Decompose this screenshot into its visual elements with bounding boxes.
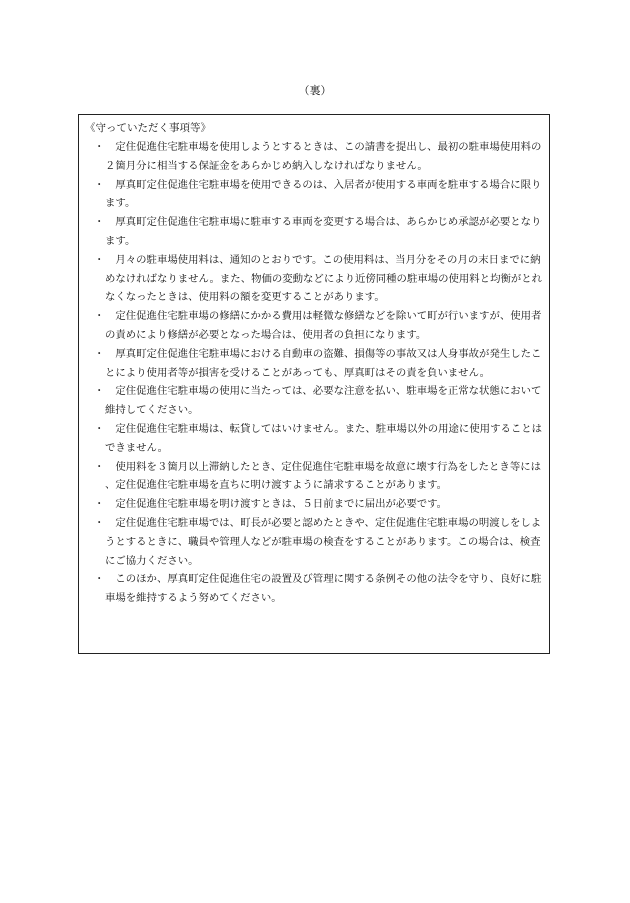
bullet-mark: ・ [94, 310, 105, 323]
bullet-mark: ・ [94, 216, 105, 229]
rule-text: このほか、厚真町定住促進住宅の設置及び管理に関する条例その他の法令を守り、良好に駐車場を維持するよう努めてください。 [105, 573, 542, 605]
notice-box [78, 114, 550, 654]
rule-item [87, 138, 543, 176]
rule-item [87, 495, 543, 514]
bullet-mark: ・ [94, 516, 105, 529]
rule-text: 定住促進住宅駐車場は、転貸してはいけません。また、駐車場以外の用途に使用することはできません。 [105, 422, 543, 454]
rule-item [87, 213, 543, 251]
rule-text: 厚真町定住促進住宅駐車場を使用できるのは、入居者が使用する車両を駐車する場合に限ります。 [105, 178, 542, 210]
bullet-mark: ・ [94, 178, 105, 191]
rule-text: 月々の駐車場使用料は、通知のとおりです。この使用料は、当月分をその月の末日までに納めなければなりません。また、物価の変動などにより近傍同種の駐車場の使用料と均衡がとれなくなったときは、使用料の額を変更することがあります。 [105, 253, 543, 304]
bullet-mark: ・ [94, 141, 105, 153]
rule-text: 厚真町定住促進住宅駐車場における自動車の盗難、損傷等の事故又は人身事故が発生したことにより使用者等が損害を受けることがあっても、厚真町はその責を負いません。 [105, 347, 542, 379]
rule-item [87, 420, 543, 458]
bullet-mark: ・ [94, 573, 105, 586]
rule-item [87, 345, 543, 383]
rule-item [87, 514, 543, 570]
rule-item [87, 570, 543, 608]
rule-text: 定住促進住宅駐車場を明け渡すときは、５日前までに届出が必要です。 [115, 498, 448, 511]
notice-title: 《守っていただく事項等》 [85, 122, 211, 134]
rule-text: 定住促進住宅駐車場の使用に当たっては、必要な注意を払い、駐車場を正常な状態において維持してください。 [105, 385, 542, 417]
rule-text: 定住促進住宅駐車場の修繕にかかる費用は軽微な修繕などを除いて町が行いますが、使用者の責めにより修繕が必要となった場合は、使用者の負担になります。 [105, 310, 542, 341]
rule-item [87, 307, 543, 345]
bullet-mark: ・ [94, 422, 105, 435]
page-heading: （裏） [298, 84, 332, 97]
rule-item [87, 382, 543, 420]
rule-item [87, 251, 543, 307]
bullet-mark: ・ [94, 460, 105, 473]
rule-item [87, 176, 543, 214]
rule-item [87, 458, 543, 496]
rules-list [87, 138, 543, 608]
rule-text: 定住促進住宅駐車場を使用しようとするときは、この請書を提出し、最初の駐車場使用料の２箇月分に相当する保証金をあらかじめ納入しなければなりません。 [105, 141, 542, 172]
bullet-mark: ・ [94, 498, 105, 511]
bullet-mark: ・ [94, 253, 105, 266]
rule-text: 使用料を３箇月以上滞納したとき、定住促進住宅駐車場を故意に壊す行為をしたとき等には、定住促進住宅駐車場を直ちに明け渡すように請求することがあります。 [105, 460, 541, 492]
rule-text: 定住促進住宅駐車場では、町長が必要と認めたときや、定住促進住宅駐車場の明渡しをしようとするときに、職員や管理人などが駐車場の検査をすることがあります。この場合は、検査にご協力ください。 [105, 516, 542, 567]
bullet-mark: ・ [94, 385, 105, 398]
bullet-mark: ・ [94, 347, 105, 360]
rule-text: 厚真町定住促進住宅駐車場に駐車する車両を変更する場合は、あらかじめ承認が必要となります。 [105, 216, 542, 247]
